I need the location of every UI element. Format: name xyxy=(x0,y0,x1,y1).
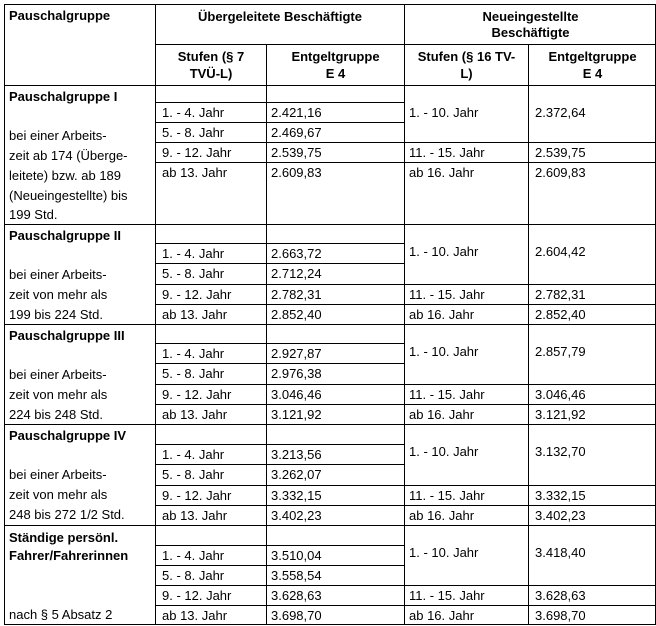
header-entgelt-right: Entgeltgruppe E 4 xyxy=(528,44,656,85)
stufe-cell: 5. - 8. Jahr xyxy=(155,464,266,485)
group-desc-line: zeit von mehr als xyxy=(9,487,108,502)
value-cell: 3.698,70 xyxy=(266,605,404,625)
group-desc-line: bei einer Arbeits- xyxy=(9,367,107,382)
value-cell: 2.372,64 xyxy=(528,85,656,142)
value-cell: 2.469,67 xyxy=(266,122,404,142)
stufe-cell: 1. - 4. Jahr xyxy=(155,102,266,122)
group-cell xyxy=(4,224,155,324)
value-cell: 2.609,83 xyxy=(266,162,404,224)
stufe-cell: ab 16. Jahr xyxy=(404,304,528,324)
group-desc-line: bei einer Arbeits- xyxy=(9,128,107,143)
value-cell: 3.402,23 xyxy=(528,505,656,525)
value-cell: 2.604,42 xyxy=(528,224,656,284)
group-desc-line: bei einer Arbeits- xyxy=(9,467,107,482)
stufe-cell: 1. - 10. Jahr xyxy=(404,324,528,384)
spacer-cell xyxy=(266,224,404,243)
value-cell: 2.421,16 xyxy=(266,102,404,122)
group-desc-line: zeit von mehr als xyxy=(9,387,108,402)
header-uebergeleitete: Übergeleitete Beschäftigte xyxy=(155,4,404,44)
group-cell xyxy=(4,85,155,224)
value-cell: 3.558,54 xyxy=(266,565,404,585)
group-desc-line: leitete) bzw. ab 189 xyxy=(9,168,122,183)
group-desc-line: bei einer Arbeits- xyxy=(9,267,107,282)
spacer-cell xyxy=(155,424,266,444)
stufe-cell: 1. - 10. Jahr xyxy=(404,424,528,485)
group-title: Pauschalgruppe IV xyxy=(9,428,127,443)
stufe-cell: ab 13. Jahr xyxy=(155,162,266,224)
group-desc-line: 224 bis 248 Std. xyxy=(9,407,103,422)
value-cell: 3.628,63 xyxy=(266,585,404,605)
stufe-cell: 1. - 4. Jahr xyxy=(155,545,266,565)
value-cell: 2.782,31 xyxy=(528,284,656,304)
stufe-cell: 9. - 12. Jahr xyxy=(155,384,266,404)
group-title: Pauschalgruppe I xyxy=(9,89,118,104)
stufe-cell: 1. - 10. Jahr xyxy=(404,525,528,585)
value-cell: 2.857,79 xyxy=(528,324,656,384)
spacer-cell xyxy=(266,424,404,444)
group-title: Pauschalgruppe III xyxy=(9,328,125,343)
group-cell xyxy=(4,324,155,424)
group-desc-line: 248 bis 272 1/2 Std. xyxy=(9,507,125,522)
stufe-cell: 9. - 12. Jahr xyxy=(155,485,266,505)
stufe-cell: 1. - 10. Jahr xyxy=(404,224,528,284)
value-cell: 3.332,15 xyxy=(528,485,656,505)
stufe-cell: ab 16. Jahr xyxy=(404,162,528,224)
stufe-cell: 9. - 12. Jahr xyxy=(155,284,266,304)
stufe-cell: 1. - 4. Jahr xyxy=(155,343,266,363)
stufe-cell: ab 16. Jahr xyxy=(404,505,528,525)
group-cell xyxy=(4,424,155,525)
stufe-cell: 1. - 4. Jahr xyxy=(155,444,266,464)
value-cell: 3.121,92 xyxy=(528,404,656,424)
stufe-cell: ab 16. Jahr xyxy=(404,605,528,625)
value-cell: 2.927,87 xyxy=(266,343,404,363)
stufe-cell: ab 16. Jahr xyxy=(404,404,528,424)
value-cell: 3.121,92 xyxy=(266,404,404,424)
value-cell: 3.262,07 xyxy=(266,464,404,485)
group-desc-line: 199 bis 224 Std. xyxy=(9,307,103,322)
group-desc-line: nach § 5 Absatz 2 xyxy=(9,607,113,622)
stufe-cell: 5. - 8. Jahr xyxy=(155,122,266,142)
stufe-cell: 11. - 15. Jahr xyxy=(404,485,528,505)
value-cell: 2.539,75 xyxy=(528,142,656,162)
spacer-cell xyxy=(266,324,404,343)
value-cell: 2.782,31 xyxy=(266,284,404,304)
header-entgelt-left: Entgeltgruppe E 4 xyxy=(266,44,404,85)
spacer-cell xyxy=(155,224,266,243)
header-stufen-tvue: Stufen (§ 7 TVÜ-L) xyxy=(155,44,266,85)
value-cell: 3.698,70 xyxy=(528,605,656,625)
stufe-cell: 11. - 15. Jahr xyxy=(404,384,528,404)
value-cell: 2.539,75 xyxy=(266,142,404,162)
value-cell: 3.418,40 xyxy=(528,525,656,585)
header-neueingestellte: Neueingestellte Beschäftigte xyxy=(404,4,656,44)
stufe-cell: 1. - 10. Jahr xyxy=(404,85,528,142)
group-desc-line: 199 Std. xyxy=(9,207,58,222)
group-cell xyxy=(4,525,155,625)
spacer-cell xyxy=(266,525,404,545)
value-cell: 3.510,04 xyxy=(266,545,404,565)
spacer-cell xyxy=(155,525,266,545)
stufe-cell: 9. - 12. Jahr xyxy=(155,585,266,605)
value-cell: 3.046,46 xyxy=(266,384,404,404)
value-cell: 2.852,40 xyxy=(266,304,404,324)
value-cell: 2.663,72 xyxy=(266,243,404,263)
group-desc-line: zeit von mehr als xyxy=(9,287,108,302)
spacer-cell xyxy=(155,324,266,343)
value-cell: 2.976,38 xyxy=(266,363,404,384)
value-cell: 3.402,23 xyxy=(266,505,404,525)
group-desc-line: zeit ab 174 (Überge- xyxy=(9,148,128,163)
value-cell: 2.609,83 xyxy=(528,162,656,224)
stufe-cell: 1. - 4. Jahr xyxy=(155,243,266,263)
value-cell: 3.213,56 xyxy=(266,444,404,464)
stufe-cell: ab 13. Jahr xyxy=(155,605,266,625)
stufe-cell: 5. - 8. Jahr xyxy=(155,363,266,384)
value-cell: 3.132,70 xyxy=(528,424,656,485)
group-desc-line: (Neueingestellte) bis xyxy=(9,188,128,203)
value-cell: 2.852,40 xyxy=(528,304,656,324)
stufe-cell: 11. - 15. Jahr xyxy=(404,284,528,304)
value-cell: 3.046,46 xyxy=(528,384,656,404)
value-cell: 2.712,24 xyxy=(266,263,404,284)
spacer-cell xyxy=(266,85,404,102)
stufe-cell: 5. - 8. Jahr xyxy=(155,263,266,284)
stufe-cell: 11. - 15. Jahr xyxy=(404,585,528,605)
stufe-cell: 9. - 12. Jahr xyxy=(155,142,266,162)
group-title: Ständige persönl. Fahrer/Fahrerinnen xyxy=(9,530,129,563)
spacer-cell xyxy=(155,85,266,102)
header-pauschalgruppe: Pauschalgruppe xyxy=(4,4,155,85)
stufe-cell: ab 13. Jahr xyxy=(155,304,266,324)
stufe-cell: ab 13. Jahr xyxy=(155,404,266,424)
stufe-cell: 11. - 15. Jahr xyxy=(404,142,528,162)
stufe-cell: ab 13. Jahr xyxy=(155,505,266,525)
stufe-cell: 5. - 8. Jahr xyxy=(155,565,266,585)
header-stufen-tv: Stufen (§ 16 TV-L) xyxy=(404,44,528,85)
group-title: Pauschalgruppe II xyxy=(9,228,121,243)
value-cell: 3.628,63 xyxy=(528,585,656,605)
value-cell: 3.332,15 xyxy=(266,485,404,505)
